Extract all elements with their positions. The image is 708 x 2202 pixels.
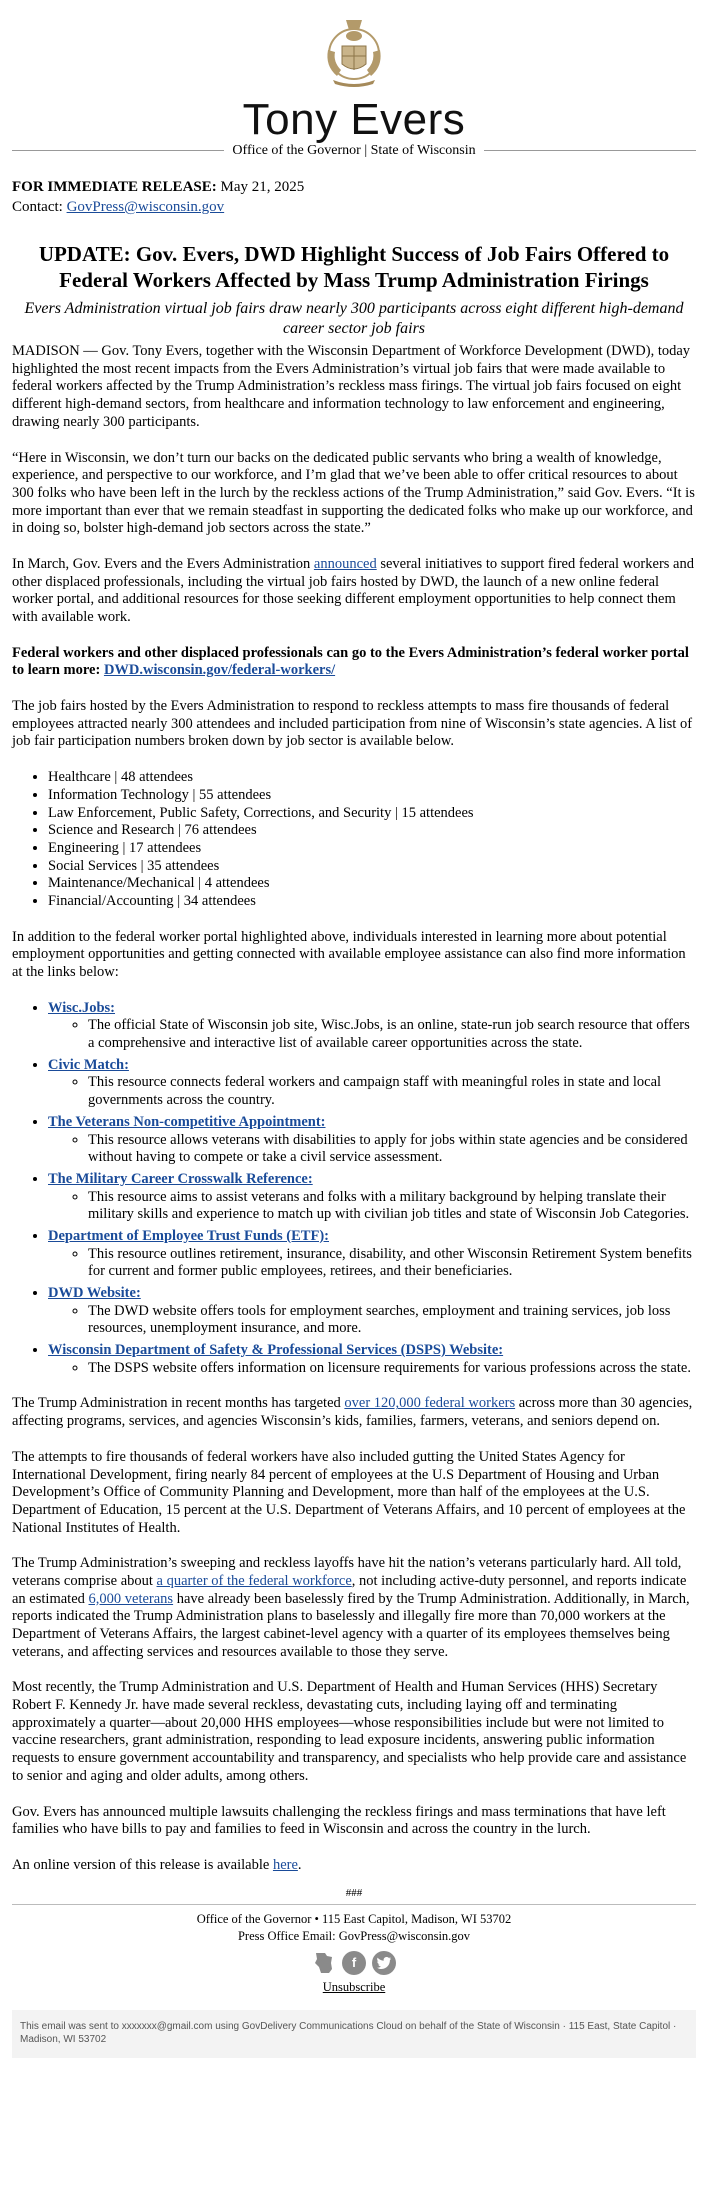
text-span: The Trump Administration in recent months has targeted <box>12 1395 345 1412</box>
veterans-link[interactable]: 6,000 veterans <box>88 1590 174 1607</box>
resource-item <box>48 1000 696 1053</box>
resource-link[interactable]: The Military Career Crosswalk Reference: <box>48 1170 313 1187</box>
sector-item: • Science and Research | 76 attendees <box>48 822 696 840</box>
resource-description: ◦ The DWD website offers tools for employment searches, employment and training services, job loss resources, unemployment insurance, and more. <box>88 1303 696 1338</box>
resource-item <box>48 1228 696 1281</box>
paragraph-veterans <box>12 1555 696 1661</box>
paragraph-targeted <box>12 1395 696 1430</box>
resource-link[interactable]: Wisc.Jobs: <box>48 999 116 1016</box>
paragraph-quote: “Here in Wisconsin, we don’t turn our backs on the dedicated public servants who bring a wealth of knowledge, experience, and perspective to our workforce, and I’m glad that we’ve been able to offer critical resources to about 300 folks who have been left in the lurch by the reckless actions of the Trump Administration,” said Gov. Evers. “It is more important than ever that we remain steadfast in supporting the dedicated folks who make up our workforce, and in doing so, bolster high-demand job sectors across the state.” <box>12 449 695 537</box>
footer-divider <box>12 1904 696 1905</box>
text-span: several initiatives to support fired federal workers and other displaced professionals, including the virtual job fairs hosted by DWD, the launch of a new online federal worker portal, and additional resources for those seeking different employment opportunities to help connect them with available work. <box>12 555 694 626</box>
wisconsin-state-icon[interactable] <box>312 1951 336 1975</box>
resource-description: ◦ This resource allows veterans with disabilities to apply for jobs within state agencies and be considered without having to compete or take a civil service assessment. <box>88 1132 696 1167</box>
unsubscribe-link[interactable]: Unsubscribe <box>322 1979 386 1994</box>
text-span: Federal workers and other displaced professionals can go to the Evers Administration’s federal worker portal to learn more: <box>12 644 689 679</box>
resource-description: ◦ The official State of Wisconsin job site, Wisc.Jobs, is an online, state-run job search resource that offers a comprehensive and interactive list of available career opportunities across the state. <box>88 1017 696 1052</box>
resource-desc-list <box>48 1017 696 1052</box>
paragraph-job-fairs: The job fairs hosted by the Evers Administration to respond to reckless attempts to mass fire thousands of federal employees attracted nearly 300 attendees and included participation from nine of Wisconsin’s state agencies. A list of job fair participation numbers broken down by job sector is available below. <box>12 698 693 750</box>
text-span: across more than 30 agencies, affecting programs, services, and agencies Wisconsin’s kids, families, farmers, veterans, and seniors depend on. <box>12 1395 693 1430</box>
resource-description: ◦ This resource aims to assist veterans and folks with a military background by helping translate their military skills and experience to match up with civilian job titles and state of Wisconsin Job Categories. <box>88 1189 696 1224</box>
resource-link[interactable]: DWD Website: <box>48 1285 141 1302</box>
resource-item <box>48 1057 696 1110</box>
text-span: have already been baselessly fired by the Trump Administration. Additionally, in March, reports indicated the Trump Administration plans to baselessly and illegally fire more than 70,000 workers at the Department of Veterans Affairs, the largest cabinet-level agency with a quarter of its employees themselves being veterans, and affecting services and resources available to those they serve. <box>12 1590 690 1660</box>
paragraph-gutting: The attempts to fire thousands of federal workers have also included gutting the United States Agency for International Development, firing nearly 84 percent of employees at the U.S Department of Housing and Urban Development’s Office of Community Planning and Development, more than half of the employees at the U.S. Department of Education, 15 percent at the U.S. Department of Veterans Affairs, and 10 percent of employees at the National Institutes of Health. <box>12 1448 686 1536</box>
resource-item <box>48 1171 696 1224</box>
paragraph-portal <box>12 645 696 680</box>
resource-desc-list <box>48 1074 696 1109</box>
office-line <box>12 142 696 159</box>
text-span: In March, Gov. Evers and the Evers Administration <box>12 555 314 572</box>
facebook-icon[interactable]: f <box>342 1951 366 1975</box>
sector-list <box>12 769 696 911</box>
divider-right <box>484 150 696 151</box>
resource-list <box>12 1000 696 1378</box>
social-links <box>12 1951 696 1975</box>
twitter-icon[interactable] <box>372 1951 396 1975</box>
divider-left <box>12 150 224 151</box>
announced-link[interactable]: announced <box>313 555 377 572</box>
footer-press-email: Press Office Email: GovPress@wisconsin.gov <box>237 1928 471 1943</box>
contact-line <box>12 197 696 217</box>
paragraph-intro: MADISON — Gov. Tony Evers, together with the Wisconsin Department of Workforce Development (DWD), today highlighted the most recent impacts from the Evers Administration’s virtual job fairs that were made available to federal workers affected by the Trump Administration’s reckless mass firings. The virtual job fairs focused on eight different high-demand sectors, from healthcare and information technology to law enforcement and engineering, drawing nearly 300 participants. <box>12 343 691 430</box>
paragraph-hhs: Most recently, the Trump Administration and U.S. Department of Health and Human Services (HHS) Secretary Robert F. Kennedy Jr. have made several reckless, devastating cuts, including laying off and terminating approximately a quarter—about 20,000 HHS employees—whose responsibilities include but were not limited to vaccine researchers, grant administration, responding to lead exposure incidents, answering public information requests to ensure government accountability and transparency, and specialists who help provide care and assistance to senior and aging and older adults, among others. <box>12 1679 687 1784</box>
federal-workers-link[interactable]: over 120,000 federal workers <box>344 1395 516 1412</box>
resource-link[interactable]: Department of Employee Trust Funds (ETF): <box>48 1227 329 1244</box>
sector-item: • Information Technology | 55 attendees <box>48 787 696 805</box>
paragraph-march <box>12 556 696 627</box>
governor-name: Tony Evers <box>242 95 466 144</box>
paragraph-links-intro: In addition to the federal worker portal highlighted above, individuals interested in learning more about potential employment opportunities and getting connected with available employee assistance can also find more information at the links below: <box>12 928 686 981</box>
sector-item: • Healthcare | 48 attendees <box>48 769 696 787</box>
paragraph-online-version <box>12 1857 696 1875</box>
resource-desc-list <box>48 1360 696 1378</box>
wisconsin-seal-icon <box>315 10 393 90</box>
resource-description: ◦ The DSPS website offers information on licensure requirements for various professions across the state. <box>88 1360 696 1378</box>
resource-desc-list <box>48 1132 696 1167</box>
resource-description: ◦ This resource connects federal workers and campaign staff with meaningful roles in state and local governments across the country. <box>88 1074 696 1109</box>
resource-item <box>48 1342 696 1377</box>
unsubscribe-line <box>12 1979 696 1996</box>
resource-link[interactable]: Civic Match: <box>48 1056 129 1073</box>
resource-item <box>48 1114 696 1167</box>
footer-address: Office of the Governor • 115 East Capitol, Madison, WI 53702 <box>196 1911 512 1926</box>
office-title: Office of the Governor | State of Wisconsin <box>232 143 476 158</box>
release-label: FOR IMMEDIATE RELEASE: <box>12 179 217 196</box>
text-span: An online version of this release is available <box>12 1856 273 1873</box>
paragraph-lawsuits: Gov. Evers has announced multiple lawsuits challenging the reckless firings and mass terminations that have left families who have bills to pay and families to feed in Wisconsin and across the country in the lurch. <box>12 1803 666 1838</box>
contact-email-link[interactable]: GovPress@wisconsin.gov <box>66 199 225 216</box>
text-span: The Trump Administration’s sweeping and reckless layoffs have hit the nation’s veterans particularly hard. All told, veterans comprise about <box>12 1555 682 1589</box>
resource-item <box>48 1285 696 1338</box>
resource-desc-list <box>48 1246 696 1281</box>
headline: UPDATE: Gov. Evers, DWD Highlight Success of Job Fairs Offered to Federal Workers Affected by Mass Trump Administration Firings <box>38 242 670 293</box>
release-date-line <box>12 177 696 197</box>
sector-item: • Social Services | 35 attendees <box>48 858 696 876</box>
end-mark: ### <box>345 1886 363 1899</box>
resource-desc-list <box>48 1303 696 1338</box>
release-date: May 21, 2025 <box>220 179 305 196</box>
sector-item: • Financial/Accounting | 34 attendees <box>48 893 696 911</box>
federal-workers-portal-link[interactable]: DWD.wisconsin.gov/federal-workers/ <box>103 662 336 679</box>
contact-label: Contact: <box>12 199 63 216</box>
text-span: , not including active-duty personnel, and reports indicate an estimated <box>12 1572 687 1607</box>
delivery-notice: This email was sent to xxxxxxx@gmail.com using GovDelivery Communications Cloud on behalf of the State of Wisconsin · 115 East, State Capitol · Madison, WI 53702 <box>12 2010 696 2058</box>
sector-item: • Maintenance/Mechanical | 4 attendees <box>48 875 696 893</box>
release-info <box>12 177 696 217</box>
sector-item: • Engineering | 17 attendees <box>48 840 696 858</box>
masthead <box>12 0 696 159</box>
resource-link[interactable]: The Veterans Non-competitive Appointment: <box>48 1113 326 1130</box>
resource-description: ◦ This resource outlines retirement, insurance, disability, and other Wisconsin Retirement System benefits for current and former public employees, retirees, and their beneficiaries. <box>88 1246 696 1281</box>
quarter-workforce-link[interactable]: a quarter of the federal workforce <box>156 1572 352 1589</box>
subheadline: Evers Administration virtual job fairs draw nearly 300 participants across eight different high-demand career sector job fairs <box>24 300 684 338</box>
sector-item: • Law Enforcement, Public Safety, Corrections, and Security | 15 attendees <box>48 805 696 823</box>
resource-desc-list <box>48 1189 696 1224</box>
online-version-link[interactable]: here <box>272 1856 298 1873</box>
resource-link[interactable]: Wisconsin Department of Safety & Professional Services (DSPS) Website: <box>48 1342 504 1359</box>
text-span: . <box>297 1856 302 1873</box>
footer <box>12 1911 696 1996</box>
